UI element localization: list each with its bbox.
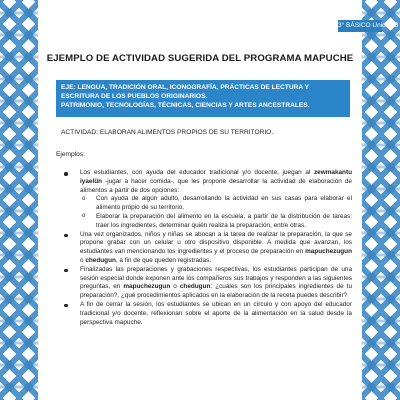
examples-label: Ejemplos: xyxy=(56,151,85,158)
unit-badge: 3° BÁSICO Unidad 3 xyxy=(338,20,382,32)
list-item: Finalizadas las preparaciones y grabaciones respectivas, los estudiantes participan de una sesión especial donde exponen ante los compañeros sus trabajos y responden a las siguientes preguntas, en mapuchezugun o chedugun: ¿cuáles son los principales ingredientes de tu preparación?, ¿qué procedimientos aplicados en la elaboración de la receta puedes describir? xyxy=(62,266,352,301)
bold-term: chedugun xyxy=(179,283,211,291)
sub-list xyxy=(80,195,352,230)
bold-term: zewmakantu iyaelün xyxy=(80,169,352,185)
sub-list-item: o Elaborar la preparación del alimento en la escuela, a partir de la distribución de tareas: traer los ingredientes, determinar quién realiza la preparación, entre otras. xyxy=(80,213,352,231)
axis-line-2: PATRIMONIO, TECNOLOGÍAS, TÉCNICAS, CIENCIAS Y ARTES ANCESTRALES. xyxy=(61,102,310,109)
page-title: EJEMPLO DE ACTIVIDAD SUGERIDA DEL PROGRAMA MAPUCHE xyxy=(46,53,354,64)
examples-list xyxy=(62,169,352,327)
sub-list-item: o Con ayuda de algún adulto, desarrollando la actividad en sus casas para elaborar el alimento propio de su territorio. xyxy=(80,195,352,213)
axis-line-1: EJE: LENGUA, TRADICIÓN ORAL, ICONOGRAFÍA, PRÁCTICAS DE LECTURA Y ESCRITURA DE LOS PUEBLOS ORIGINARIOS. xyxy=(61,84,309,100)
bold-term: chedugun xyxy=(85,256,116,264)
activity-title: ACTIVIDAD: ELABORAN ALIMENTOS PROPIOS DE SU TERRITORIO. xyxy=(61,129,274,136)
axis-box xyxy=(56,80,350,117)
bold-term: mapuchezugun xyxy=(123,283,171,291)
examples-content xyxy=(62,169,352,327)
bold-term: mapuchezugun xyxy=(305,248,352,256)
list-item: Los estudiantes, con ayuda del educador tradicional y/o docente, juegan al zewmakantu iyaelün -jugar a hacer comida-, que les propone desarrollar la actividad de elaboración de alimentos a partir de dos opciones: o Con ayuda de algún adulto, desarrollando la actividad en sus casas para elaborar el alimento propio de su territorio. o Elaborar la preparación del alimento en la escuela, a partir de la distribución de tareas: traer los ingredientes, determinar quién realiza la preparación, entre otras. xyxy=(62,169,352,231)
right-decorative-border xyxy=(362,0,400,400)
list-item: Una vez organizados, niños y niñas se abocan a la tarea de realizar la preparación, la que se propone grabar con un celular u otro dispositivo disponible. A medida que avanzan, los estudiantes van mencionando los ingredientes y el proceso de preparación en mapuchezugun o chedugun, a fin de que queden registradas. xyxy=(62,231,352,266)
list-item: A fin de cerrar la sesión, los estudiantes se ubican en un círculo y con apoyo del educador tradicional y/o docente, reflexionan sobre el aporte de la alimentación en la salud desde la perspectiva mapuche. xyxy=(62,301,352,327)
left-decorative-border xyxy=(0,0,38,400)
